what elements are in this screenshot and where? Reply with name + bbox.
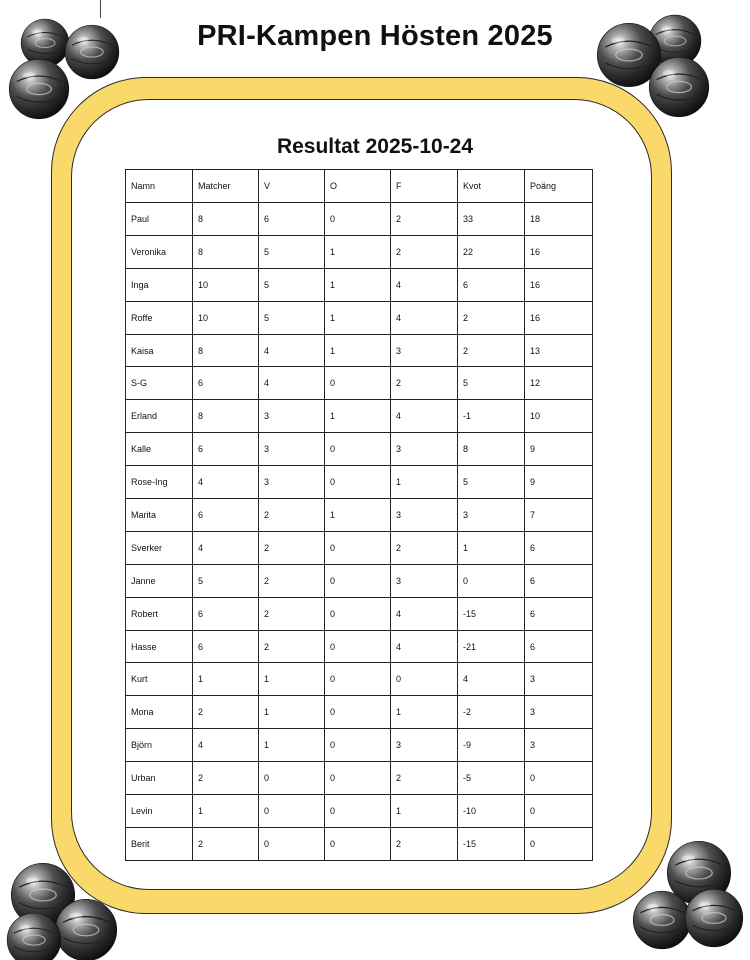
cell-draws: 1: [325, 301, 391, 334]
cell-points: 6: [525, 597, 593, 630]
cell-name: Inga: [126, 268, 193, 301]
cell-wins: 5: [259, 301, 325, 334]
table-row: [126, 301, 593, 334]
cell-points: 3: [525, 663, 593, 696]
cell-name: Marita: [126, 499, 193, 532]
cell-ratio: -15: [458, 827, 525, 860]
cell-losses: 4: [391, 400, 458, 433]
table-row: [126, 630, 593, 663]
cell-ratio: 5: [458, 367, 525, 400]
table-row: [126, 795, 593, 828]
column-header-ratio: Kvot: [458, 170, 525, 203]
column-header-losses: F: [391, 170, 458, 203]
cell-name: Kalle: [126, 433, 193, 466]
cell-draws: 0: [325, 433, 391, 466]
cell-points: 12: [525, 367, 593, 400]
cell-name: Kurt: [126, 663, 193, 696]
cell-points: 6: [525, 564, 593, 597]
cell-draws: 0: [325, 367, 391, 400]
cell-losses: 4: [391, 301, 458, 334]
cell-ratio: 6: [458, 268, 525, 301]
cell-ratio: -1: [458, 400, 525, 433]
cell-name: S-G: [126, 367, 193, 400]
cell-name: Veronika: [126, 235, 193, 268]
cell-ratio: 2: [458, 334, 525, 367]
cell-name: Robert: [126, 597, 193, 630]
cell-losses: 3: [391, 334, 458, 367]
cell-losses: 4: [391, 268, 458, 301]
cell-losses: 1: [391, 696, 458, 729]
cell-points: 6: [525, 630, 593, 663]
cell-losses: 2: [391, 203, 458, 236]
table-row: [126, 827, 593, 860]
cell-draws: 0: [325, 827, 391, 860]
cell-losses: 2: [391, 827, 458, 860]
cell-wins: 3: [259, 400, 325, 433]
cell-ratio: -15: [458, 597, 525, 630]
cell-matches: 4: [193, 466, 259, 499]
cell-ratio: 0: [458, 564, 525, 597]
cell-points: 3: [525, 696, 593, 729]
cell-name: Mona: [126, 696, 193, 729]
cell-losses: 1: [391, 795, 458, 828]
cell-name: Hasse: [126, 630, 193, 663]
cell-draws: 0: [325, 663, 391, 696]
cell-draws: 0: [325, 203, 391, 236]
cell-matches: 4: [193, 531, 259, 564]
cell-ratio: 3: [458, 499, 525, 532]
table-row: [126, 367, 593, 400]
cell-ratio: 2: [458, 301, 525, 334]
cell-ratio: -9: [458, 729, 525, 762]
cell-ratio: 1: [458, 531, 525, 564]
edge-line: [100, 0, 101, 18]
cell-wins: 2: [259, 630, 325, 663]
cell-points: 0: [525, 795, 593, 828]
cell-matches: 8: [193, 203, 259, 236]
cell-points: 10: [525, 400, 593, 433]
column-header-name: Namn: [126, 170, 193, 203]
cell-points: 9: [525, 433, 593, 466]
cell-draws: 0: [325, 696, 391, 729]
table-row: [126, 235, 593, 268]
cell-draws: 0: [325, 564, 391, 597]
cell-losses: 3: [391, 433, 458, 466]
cell-losses: 2: [391, 762, 458, 795]
cell-wins: 0: [259, 762, 325, 795]
cell-points: 13: [525, 334, 593, 367]
cell-matches: 8: [193, 400, 259, 433]
table-row: [126, 597, 593, 630]
table-row: [126, 466, 593, 499]
results-table: [125, 169, 593, 861]
cell-matches: 6: [193, 367, 259, 400]
cell-points: 18: [525, 203, 593, 236]
cell-name: Janne: [126, 564, 193, 597]
table-row: [126, 531, 593, 564]
cell-draws: 1: [325, 334, 391, 367]
cell-ratio: -21: [458, 630, 525, 663]
cell-matches: 4: [193, 729, 259, 762]
cell-name: Sverker: [126, 531, 193, 564]
table-row: [126, 203, 593, 236]
cell-points: 7: [525, 499, 593, 532]
cell-name: Berit: [126, 827, 193, 860]
cell-matches: 10: [193, 268, 259, 301]
cell-draws: 1: [325, 400, 391, 433]
cell-matches: 10: [193, 301, 259, 334]
column-header-draws: O: [325, 170, 391, 203]
table-row: [126, 663, 593, 696]
cell-matches: 6: [193, 630, 259, 663]
cell-losses: 3: [391, 499, 458, 532]
table-row: [126, 564, 593, 597]
cell-matches: 2: [193, 696, 259, 729]
cell-draws: 0: [325, 597, 391, 630]
cell-name: Paul: [126, 203, 193, 236]
cell-matches: 1: [193, 663, 259, 696]
table-row: [126, 268, 593, 301]
cell-points: 6: [525, 531, 593, 564]
cell-wins: 0: [259, 827, 325, 860]
table-row: [126, 334, 593, 367]
cell-wins: 3: [259, 466, 325, 499]
cell-losses: 4: [391, 597, 458, 630]
table-row: [126, 400, 593, 433]
cell-name: Kaisa: [126, 334, 193, 367]
cell-name: Björn: [126, 729, 193, 762]
cell-points: 0: [525, 762, 593, 795]
cell-wins: 4: [259, 367, 325, 400]
cell-matches: 6: [193, 433, 259, 466]
cell-matches: 5: [193, 564, 259, 597]
cell-losses: 2: [391, 367, 458, 400]
cell-wins: 0: [259, 795, 325, 828]
table-row: [126, 729, 593, 762]
cell-draws: 0: [325, 466, 391, 499]
cell-points: 16: [525, 235, 593, 268]
cell-losses: 1: [391, 466, 458, 499]
cell-wins: 3: [259, 433, 325, 466]
cell-matches: 2: [193, 827, 259, 860]
cell-wins: 1: [259, 663, 325, 696]
cell-draws: 0: [325, 630, 391, 663]
column-header-matches: Matcher: [193, 170, 259, 203]
cell-matches: 6: [193, 499, 259, 532]
cell-draws: 1: [325, 235, 391, 268]
cell-name: Rose-Ing: [126, 466, 193, 499]
cell-losses: 0: [391, 663, 458, 696]
cell-name: Levin: [126, 795, 193, 828]
cell-name: Erland: [126, 400, 193, 433]
cell-ratio: 33: [458, 203, 525, 236]
cell-points: 9: [525, 466, 593, 499]
cell-wins: 1: [259, 696, 325, 729]
cell-ratio: 22: [458, 235, 525, 268]
results-date-heading: Resultat 2025-10-24: [276, 135, 474, 158]
page-title: PRI-Kampen Hösten 2025: [197, 20, 553, 52]
cell-wins: 4: [259, 334, 325, 367]
cell-draws: 0: [325, 795, 391, 828]
cell-draws: 0: [325, 531, 391, 564]
cell-ratio: -5: [458, 762, 525, 795]
cell-draws: 0: [325, 762, 391, 795]
cell-wins: 2: [259, 564, 325, 597]
cell-matches: 2: [193, 762, 259, 795]
cell-wins: 1: [259, 729, 325, 762]
cell-draws: 1: [325, 499, 391, 532]
cell-wins: 2: [259, 499, 325, 532]
column-header-wins: V: [259, 170, 325, 203]
cell-matches: 6: [193, 597, 259, 630]
cell-matches: 1: [193, 795, 259, 828]
cell-losses: 2: [391, 531, 458, 564]
cell-wins: 2: [259, 597, 325, 630]
table-row: [126, 433, 593, 466]
cell-points: 16: [525, 301, 593, 334]
cell-losses: 3: [391, 729, 458, 762]
cell-wins: 6: [259, 203, 325, 236]
table-header-row: [126, 170, 593, 203]
cell-ratio: 8: [458, 433, 525, 466]
cell-matches: 8: [193, 235, 259, 268]
cell-draws: 0: [325, 729, 391, 762]
cell-name: Roffe: [126, 301, 193, 334]
table-row: [126, 499, 593, 532]
table-row: [126, 762, 593, 795]
cell-wins: 5: [259, 235, 325, 268]
cell-losses: 3: [391, 564, 458, 597]
cell-name: Urban: [126, 762, 193, 795]
cell-points: 0: [525, 827, 593, 860]
cell-draws: 1: [325, 268, 391, 301]
cell-losses: 4: [391, 630, 458, 663]
cell-ratio: -2: [458, 696, 525, 729]
cell-matches: 8: [193, 334, 259, 367]
cell-losses: 2: [391, 235, 458, 268]
column-header-points: Poäng: [525, 170, 593, 203]
cell-ratio: 4: [458, 663, 525, 696]
cell-ratio: 5: [458, 466, 525, 499]
table-row: [126, 696, 593, 729]
cell-wins: 2: [259, 531, 325, 564]
cell-points: 3: [525, 729, 593, 762]
cell-ratio: -10: [458, 795, 525, 828]
cell-points: 16: [525, 268, 593, 301]
cell-wins: 5: [259, 268, 325, 301]
